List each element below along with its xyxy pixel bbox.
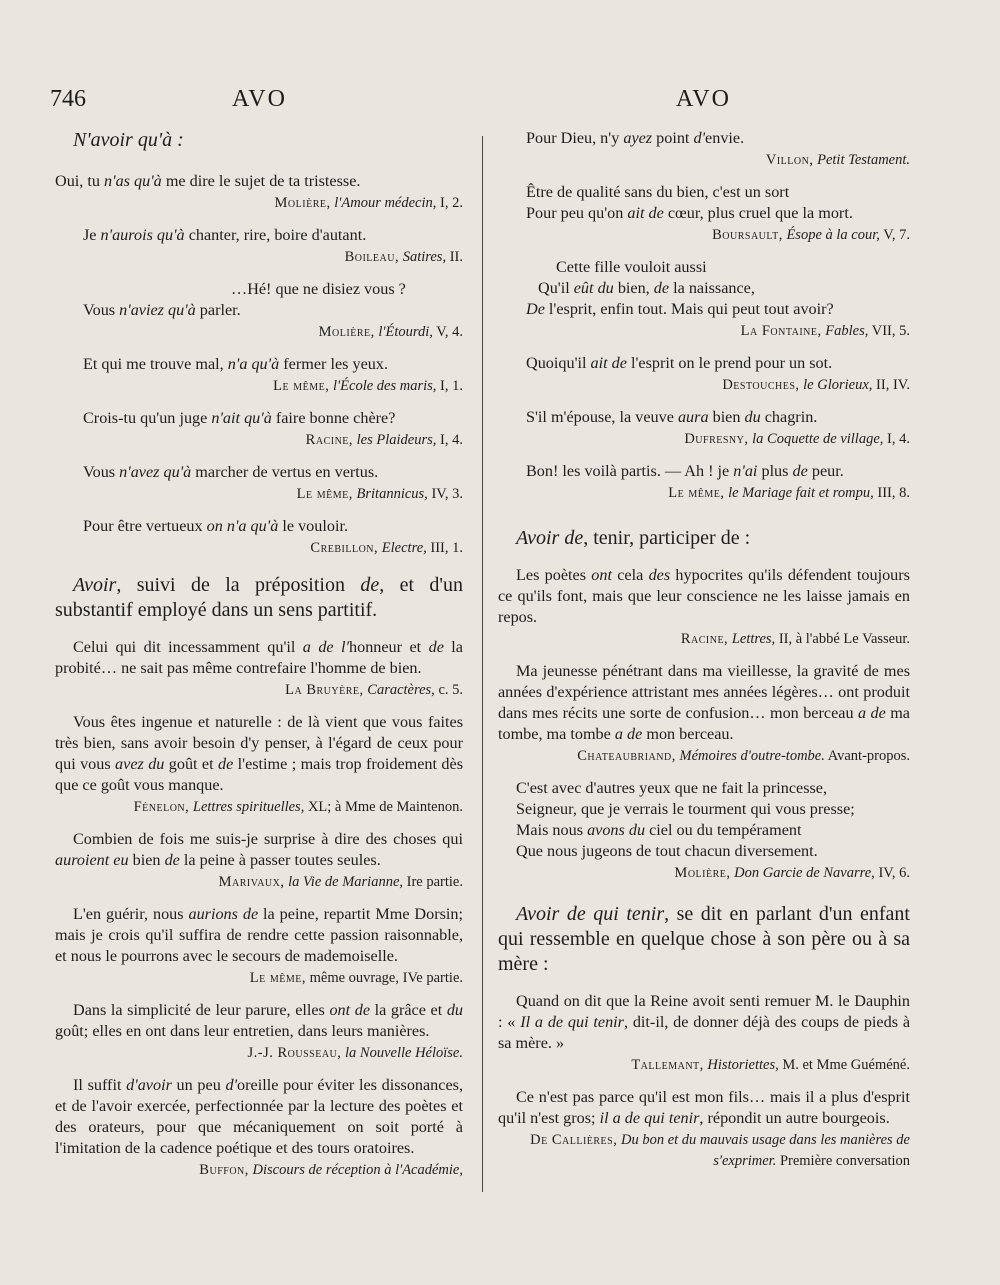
citation-work: l'Étourdi, (378, 324, 433, 340)
quotation-text: Les poètes ont cela des hypocrites qu'ils défendent toujours ce qu'ils font, mais que leur conscience ne les laisse jamais en repos. (498, 566, 910, 626)
quotation (498, 565, 910, 650)
citation-author: Le même, (296, 486, 353, 502)
citation-author: Crebillon, (310, 540, 379, 556)
citation-reference: II, à l'abbé Le Vasseur. (778, 631, 910, 647)
quotation (55, 354, 463, 397)
right-column (498, 128, 910, 1183)
quotation (498, 1087, 910, 1172)
quotation-text: Ce n'est pas parce qu'il est mon fils… mais il a plus d'esprit qu'il n'est gros; il a de qui tenir, répondit un autre bourgeois. (498, 1088, 910, 1127)
citation-reference: IV, 3. (431, 486, 463, 502)
citation-reference: Avant-propos. (827, 748, 910, 764)
quotation-line: Cette fille vouloit aussi (556, 258, 707, 276)
quotation (498, 353, 910, 396)
citation-reference: V, 7. (883, 227, 910, 243)
section-heading: Avoir, suivi de la préposition de, et d'un substantif employé dans un sens partitif. (55, 574, 463, 621)
citation-work: la Coquette de village, (752, 431, 884, 447)
quotation (498, 257, 910, 342)
citation-author: La Bruyère, (285, 682, 364, 698)
quotation-text: Quand on dit que la Reine avoit senti remuer M. le Dauphin : « Il a de qui tenir, dit-il, de donner déjà des coups de pieds à sa mère. » (498, 992, 911, 1052)
citation-reference: c. 5. (438, 682, 463, 698)
citation (498, 321, 910, 342)
quotation (55, 225, 463, 268)
quotation-line: S'il m'épouse, la veuve aura bien du chagrin. (526, 408, 818, 426)
citation-author: J.-J. Rousseau, (247, 1045, 342, 1061)
citation-reference: Première conversation (779, 1153, 910, 1169)
quotation-line: Qu'il eût du bien, de la naissance, (538, 279, 755, 297)
quotation (55, 1000, 463, 1064)
citation-work: les Plaideurs, (356, 432, 437, 448)
quotation-text: Celui qui dit incessamment qu'il a de l'honneur et de la probité… ne sait pas même contrefaire l'homme de bien. (55, 638, 463, 677)
quotation-line: Vous n'avez qu'à marcher de vertus en vertus. (83, 463, 379, 481)
citation-reference: Ire partie. (406, 874, 463, 890)
quotation (55, 408, 463, 451)
citation (55, 1043, 463, 1064)
quotation (55, 712, 463, 818)
citation-author: Tallemant, (631, 1057, 704, 1073)
page-header (0, 80, 1000, 120)
citation-author: Marivaux, (218, 874, 285, 890)
quotation (55, 829, 463, 893)
citation (498, 863, 910, 884)
citation-reference: IV, 6. (878, 865, 910, 881)
citation-author: Racine, (680, 631, 729, 647)
quotation-line: C'est avec d'autres yeux que ne fait la princesse, (516, 779, 828, 797)
citation-reference: III, 8. (877, 485, 910, 501)
quotation-text: L'en guérir, nous aurions de la peine, repartit Mme Dorsin; mais je crois qu'il suffira de rendre cette passion raisonnable, et nous le pourrons avec le secours de mademoiselle. (55, 905, 463, 965)
citation-author: Boileau, (344, 249, 400, 265)
citation-reference: I, 4. (440, 432, 463, 448)
section-heading: Avoir de, tenir, participer de : (516, 527, 751, 549)
citation-work: Britannicus, (356, 486, 428, 502)
quotation-text: Dans la simplicité de leur parure, elles ont de la grâce et du goût; elles en ont dans leur entretien, dans leurs manières. (55, 1001, 463, 1040)
citation (55, 247, 463, 268)
quotation (55, 171, 463, 214)
verse-quotation (498, 778, 910, 884)
citation-author: Molière, (318, 324, 375, 340)
left-column (55, 128, 463, 1192)
citation-work: Caractères, (367, 682, 435, 698)
citation (55, 1160, 463, 1181)
subheading: N'avoir qu'à : (73, 129, 184, 151)
quotation-line: Quoiqu'il ait de l'esprit on le prend pour un sot. (526, 354, 833, 372)
citation-work: Lettres spirituelles, (192, 799, 305, 815)
citation-author: Le même, (668, 485, 725, 501)
citation (498, 1130, 910, 1172)
citation (498, 225, 910, 246)
citation-work: Discours de réception à l'Académie, (252, 1162, 463, 1178)
quotation-line: De l'esprit, enfin tout. Mais qui peut tout avoir? (526, 300, 834, 318)
citation-reference: V, 4. (436, 324, 463, 340)
quotation-text: Ma jeunesse pénétrant dans ma vieillesse, la gravité de mes années d'expérience attristant mes années légères… ont produit dans mes récits une sorte de confusion… mon berceau a de ma tombe, ma tombe a de mon berceau. (498, 662, 910, 743)
running-head-left: AVO (232, 86, 287, 112)
citation-work: Lettres, (731, 631, 776, 647)
citation (498, 1055, 910, 1076)
quotation-text: Vous êtes ingenue et naturelle : de là vient que vous faites très bien, sans avoir besoin d'y penser, à l'égard de ceux pour qui vous avez du goût et de l'estime ; mais trop froidement dès que ce goût vous manque. (55, 713, 463, 794)
citation-reference: II, IV. (876, 377, 910, 393)
quotation-text: Il suffit d'avoir un peu d'oreille pour éviter les dissonances, et de l'avoir exercée, perfectionnée par la lecture des poètes et des orateurs, pour que mécaniquement on soit porté à l'imitation de la cadence poétique et des tours oratoires. (55, 1076, 463, 1157)
citation-work: l'École des maris, (333, 378, 437, 394)
citation-reference: XL; à Mme de Maintenon. (307, 799, 463, 815)
citation (55, 872, 463, 893)
citation-reference: même ouvrage, IVe partie. (309, 970, 463, 986)
running-head-right: AVO (676, 86, 731, 112)
citation-work: le Mariage fait et rompu, (728, 485, 874, 501)
quotation-text: Combien de fois me suis-je surprise à dire des choses qui auroient eu bien de la peine à passer toutes seules. (55, 830, 463, 869)
section-heading: Avoir de qui tenir, se dit en parlant d'un enfant qui ressemble en quelque chose à son père ou à sa mère : (498, 903, 910, 975)
citation (55, 968, 463, 989)
citation-author: Boursault, (712, 227, 783, 243)
quotation (498, 407, 910, 450)
citation-reference: I, 2. (440, 195, 463, 211)
citation-work: Don Garcie de Navarre, (734, 865, 875, 881)
quotation-line: Je n'aurois qu'à chanter, rire, boire d'autant. (83, 226, 367, 244)
citation (55, 680, 463, 701)
citation-work: Du bon et du mauvais usage dans les manières de s'exprimer. (620, 1132, 910, 1169)
citation-work: Ésope à la cour, (786, 227, 880, 243)
citation-work: l'Amour médecin, (334, 195, 437, 211)
quotation-line: Être de qualité sans du bien, c'est un sort (526, 183, 790, 201)
citation-work: la Vie de Marianne, (288, 874, 404, 890)
citation-author: Chateaubriand, (577, 748, 676, 764)
citation-author: Le même, (249, 970, 306, 986)
quotation-line: Oui, tu n'as qu'à me dire le sujet de ta tristesse. (55, 172, 361, 190)
citation (498, 429, 910, 450)
citation-author: Buffon, (199, 1162, 249, 1178)
citation (498, 375, 910, 396)
quotation (55, 637, 463, 701)
citation-work: Petit Testament. (817, 152, 910, 168)
quotation-line: Crois-tu qu'un juge n'ait qu'à faire bonne chère? (83, 409, 396, 427)
quotation-line: Seigneur, que je verrais le tourment qui vous presse; (516, 800, 855, 818)
citation (55, 538, 463, 559)
quotation-line: Mais nous avons du ciel ou du tempérament (516, 821, 802, 839)
citation-reference: I, 4. (887, 431, 910, 447)
citation (498, 746, 910, 767)
citation (55, 193, 463, 214)
citation-reference: M. et Mme Guéméné. (782, 1057, 910, 1073)
page-number: 746 (50, 86, 86, 112)
quotation-line: Vous n'aviez qu'à parler. (83, 301, 241, 319)
citation (55, 430, 463, 451)
quotation (55, 904, 463, 989)
citation-reference: II. (449, 249, 463, 265)
citation-reference: I, 1. (440, 378, 463, 394)
citation-author: Villon, (765, 152, 814, 168)
column-divider (482, 136, 483, 1192)
citation-author: La Fontaine, (740, 323, 822, 339)
citation-author: Fénelon, (133, 799, 190, 815)
quotation (55, 462, 463, 505)
quotation-line: …Hé! que ne disiez vous ? (231, 280, 406, 298)
quotation (498, 991, 910, 1076)
quotation (55, 516, 463, 559)
citation (55, 797, 463, 818)
citation-work: Mémoires d'outre-tombe. (679, 748, 825, 764)
citation-work: Electre, (381, 540, 427, 556)
quotation-line: Que nous jugeons de tout chacun diversement. (516, 842, 818, 860)
quotation-line: Pour peu qu'on ait de cœur, plus cruel que la mort. (526, 204, 853, 222)
quotation (498, 461, 910, 504)
quotation (55, 279, 463, 343)
citation-work: Fables, (825, 323, 869, 339)
citation (498, 629, 910, 650)
quotation-line: Et qui me trouve mal, n'a qu'à fermer les yeux. (83, 355, 388, 373)
citation (498, 150, 910, 171)
citation-author: De Callières, (530, 1132, 618, 1148)
citation-author: Destouches, (722, 377, 800, 393)
citation-author: Dufresny, (684, 431, 749, 447)
citation (55, 484, 463, 505)
citation-work: Satires, (402, 249, 447, 265)
citation-work: Historiettes, (707, 1057, 779, 1073)
citation-reference: III, 1. (430, 540, 463, 556)
citation-author: Molière, (274, 195, 331, 211)
quotation (498, 128, 910, 171)
citation (498, 483, 910, 504)
quotation-line: Pour être vertueux on n'a qu'à le vouloir. (83, 517, 349, 535)
citation-author: Racine, (305, 432, 354, 448)
citation-work: le Glorieux, (803, 377, 873, 393)
quotation (498, 661, 910, 767)
quotation (498, 182, 910, 246)
citation-work: la Nouvelle Héloïse. (345, 1045, 463, 1061)
quotation-line: Pour Dieu, n'y ayez point d'envie. (526, 129, 745, 147)
citation (55, 322, 463, 343)
quotation-line: Bon! les voilà partis. — Ah ! je n'ai plus de peur. (526, 462, 844, 480)
citation-author: Molière, (674, 865, 731, 881)
citation (55, 376, 463, 397)
citation-author: Le même, (273, 378, 330, 394)
quotation (55, 1075, 463, 1181)
citation-reference: VII, 5. (871, 323, 910, 339)
